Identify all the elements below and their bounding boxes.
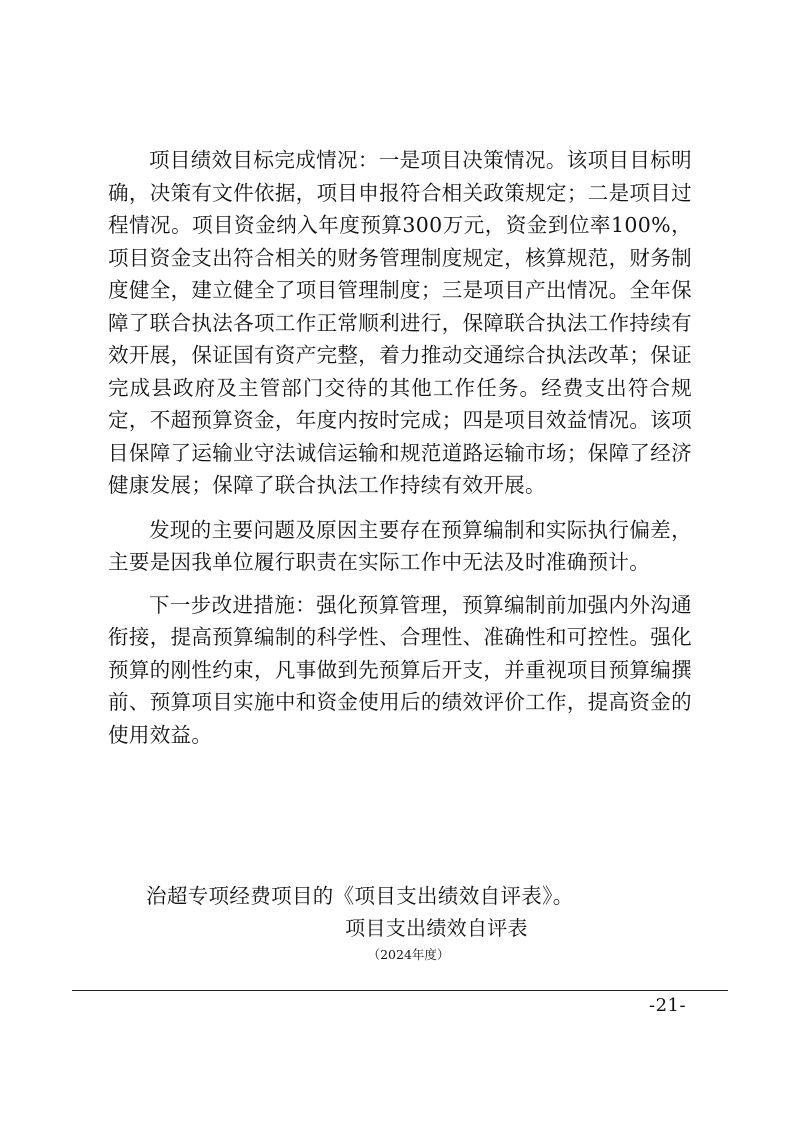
footer-divider [72, 990, 728, 991]
paragraph-improvement-measures: 下一步改进措施：强化预算管理，预算编制前加强内外沟通衔接，提高预算编制的科学性、合理性、准确性和可控性。强化预算的刚性约束，凡事做到先预算后开支，并重视项目预算编撰前、预算项目实施中和资金使用后的绩效评价工作，提高资金的使用效益。 [108, 592, 692, 747]
document-body [108, 144, 692, 751]
table-title [0, 913, 793, 943]
table-year [0, 946, 793, 964]
attachment-reference: 治超专项经费项目的《项目支出绩效自评表》。 [146, 884, 574, 908]
paragraph-performance-goals: 项目绩效目标完成情况：一是项目决策情况。该项目目标明确，决策有文件依据，项目申报符合相关政策规定；二是项目过程情况。项目资金纳入年度预算300万元，资金到位率100%，项目资金支出符合相关的财务管理制度规定，核算规范，财务制度健全，建立健全了项目管理制度；三是项目产出情况。全年保障了联合执法各项工作正常顺利进行，保障联合执法工作持续有效开展，保证国有资产完整，着力推动交通综合执法改革；保证完成县政府及主管部门交待的其他工作任务。经费支出符合规定，不超预算资金，年度内按时完成；四是项目效益情况。该项目保障了运输业守法诚信运输和规范道路运输市场；保障了经济健康发展；保障了联合执法工作持续有效开展。 [108, 148, 692, 497]
paragraph-main-problems: 发现的主要问题及原因主要存在预算编制和实际执行偏差，主要是因我单位履行职责在实际工作中无法及时准确预计。 [108, 517, 692, 574]
table-year-text: （2024年度） [367, 947, 450, 962]
table-title-text: 项目支出绩效自评表 [345, 916, 528, 940]
page-number: -21- [649, 995, 687, 1016]
